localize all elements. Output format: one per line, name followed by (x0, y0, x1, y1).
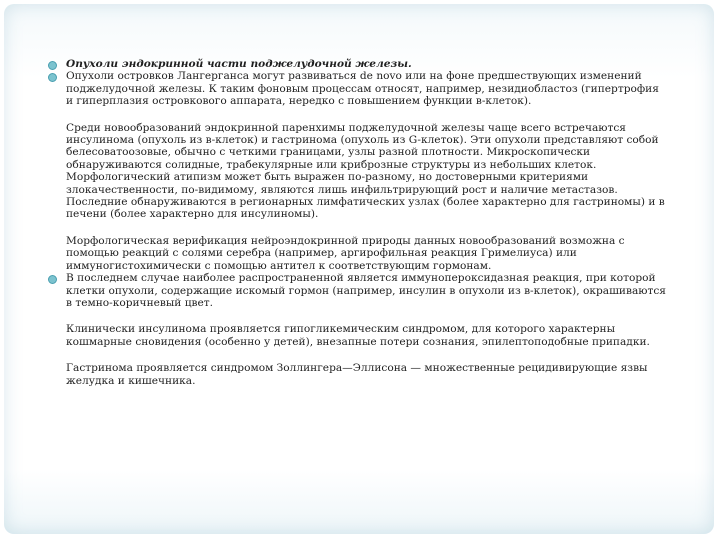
paragraph-verification: Морфологическая верификация нейроэндокринной природы данных новообразований возможна с помощью реакций с солями серебра (например, аргирофильная реакция Гримелиуса) или иммуногистохимически с помощью антител к соответствующим гормонам. (66, 234, 625, 272)
bullet-icon (48, 73, 57, 82)
bullet-item-immuno (46, 272, 666, 309)
bullet-item-intro (46, 70, 666, 107)
section-title: Опухоли эндокринной части поджелудочной железы. (66, 58, 412, 70)
immuno-text: В последнем случае наиболее распространенной является иммунопероксидазная реакция, при которой клетки опухоли, содержащие искомый гормон (например, инсулин в опухоли из в-клеток), окрашиваются в темно-коричневый цвет. (66, 272, 666, 309)
bullet-icon (48, 61, 57, 70)
paragraph-neoplasms: Среди новообразований эндокринной паренхимы поджелудочной железы чаще всего встречаются инсулинома (опухоль из в-клеток) и гастринома (опухоль из G-клеток). Эти опухоли представляют собой белесоватоозовые, обычно с четкими границами, узлы разной плотности. Микроскопически обнаруживаются солидные, трабекулярные или криброзные структуры из небольших клеток. Морфологический атипизм может быть выражен по-разному, но достоверными критериями злокачественности, по-видимому, являются лишь инфильтрирующий рост и наличие метастазов. Последние обнаруживаются в регионарных лимфатических узлах (более характерно для гастриномы) и в печени (более характерно для инсулиномы). (66, 121, 665, 221)
bullet-icon (48, 275, 57, 284)
bullet-item-title (46, 58, 666, 70)
intro-text: Опухоли островков Лангерганса могут развиваться de novo или на фоне предшествующих изменений поджелудочной железы. К таким фоновым процессам относят, например, незидиобластоз (гипертрофия и гиперплазия островкового аппарата, нередко с повышением функции в-клеток). (66, 70, 659, 108)
paragraph-insulinoma: Клинически инсулинома проявляется гипогликемическим синдромом, для которого характерны кошмарные сновидения (особенно у детей), внезапные потери сознания, эпилептоподобные припадки. (66, 323, 650, 348)
paragraph-gastrinoma: Гастринома проявляется синдромом Золлингера—Эллисона — множественные рецидивирующие язвы желудка и кишечника. (66, 362, 648, 387)
slide-content (46, 58, 666, 387)
